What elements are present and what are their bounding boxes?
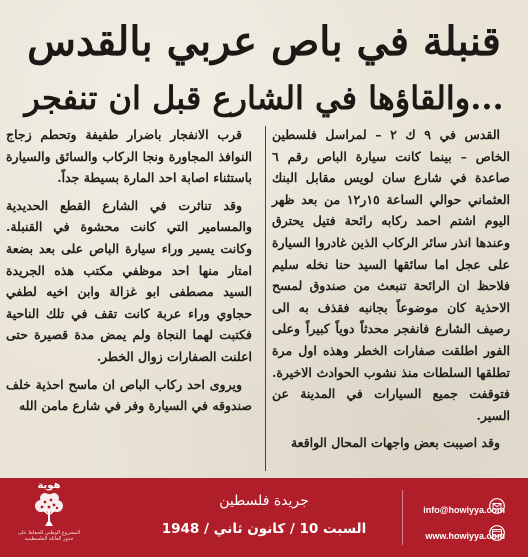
envelope-icon: [489, 498, 505, 514]
paper-name: جريدة فلسطين: [219, 493, 309, 509]
article-paragraph: ويروى احد ركاب الباص ان ماسح احذية خلف صندوقه في السيارة وفر في شارع مامن الله: [6, 376, 252, 414]
footer-divider: [402, 490, 403, 545]
article-paragraph: وقد تناثرت في الشارع القطع الحديدية والمسامير التي كانت محشوة في القنبلة. وكانت يسير وراء سيارة الباص على بعد بضعة امتار منها احد موظفي مكتب هذه الجريدة السيد مصطفى ابو غزالة وابن اخيه لطفي حجاوي وراء عربة كانت تقف في تلك الناحية فكتبت لهما النجاة ولم يمض مدة قصيرة حتى اعلنت الصفارات زوال الخطر.: [6, 197, 252, 364]
globe-icon: [489, 525, 505, 541]
website-link[interactable]: www.howiyya.com: [425, 531, 505, 541]
logo-title: هوية: [37, 480, 61, 491]
headline-sub: ...والقاؤها في الشارع قبل ان تنفجر: [24, 79, 504, 117]
article-column-left: [6, 124, 252, 423]
article-paragraph: القدس في ٩ ك ٢ – لمراسل فلسطين الخاص – بينما كانت سيارة الباص رقم ٦ صاعدة في شارع سان لويس مقابل البنك العثماني حوالي الساعة ١٥ر١٢ من بعد ظهر اليوم اشتم احمد ركابه رائحة فتيل يحترق وعندها انذر سائر الركاب الذين غادروا السيارة على عجل اما سائقها السيد حنا نخله سليم فلاحظ ان الرائحة تنبعث من صندوق لمسح الاحذية كان موضوعاً بجانبه فقذف به الى رصيف الشارع فانفجر محدثاً دوياً كبيراً وعلى الفور اطلقت صفارات الخطر وهذه اول مرة تطلقها السلطات منذ نشوب الحوادث الاخيرة. فتوقفت جميع السيارات في المدينة عن السير.: [272, 127, 510, 423]
logo-subtitle: المشروع الوطني للحفاظ على جذور العائلة الفلسطينية: [17, 530, 81, 542]
paper-date: السبت 10 / كانون ثاني / 1948: [161, 521, 367, 537]
headline-main: قنبلة في باص عربي بالقدس: [27, 18, 501, 65]
article-column-right: [272, 124, 510, 460]
column-divider: [265, 126, 266, 471]
article-paragraph: وقد اصيبت بعض واجهات المحال الواقعة: [290, 435, 500, 451]
tree-icon: [30, 490, 68, 528]
article-paragraph: قرب الانفجار باضرار طفيفة وتحطم زجاج النوافذ المجاورة ونجا الركاب والسائق والسيارة باستثناء اصابة احد المارة بسيطة جداً.: [6, 127, 252, 186]
email-link[interactable]: info@howiyya.com: [423, 505, 505, 515]
footer-bar: [0, 478, 528, 557]
